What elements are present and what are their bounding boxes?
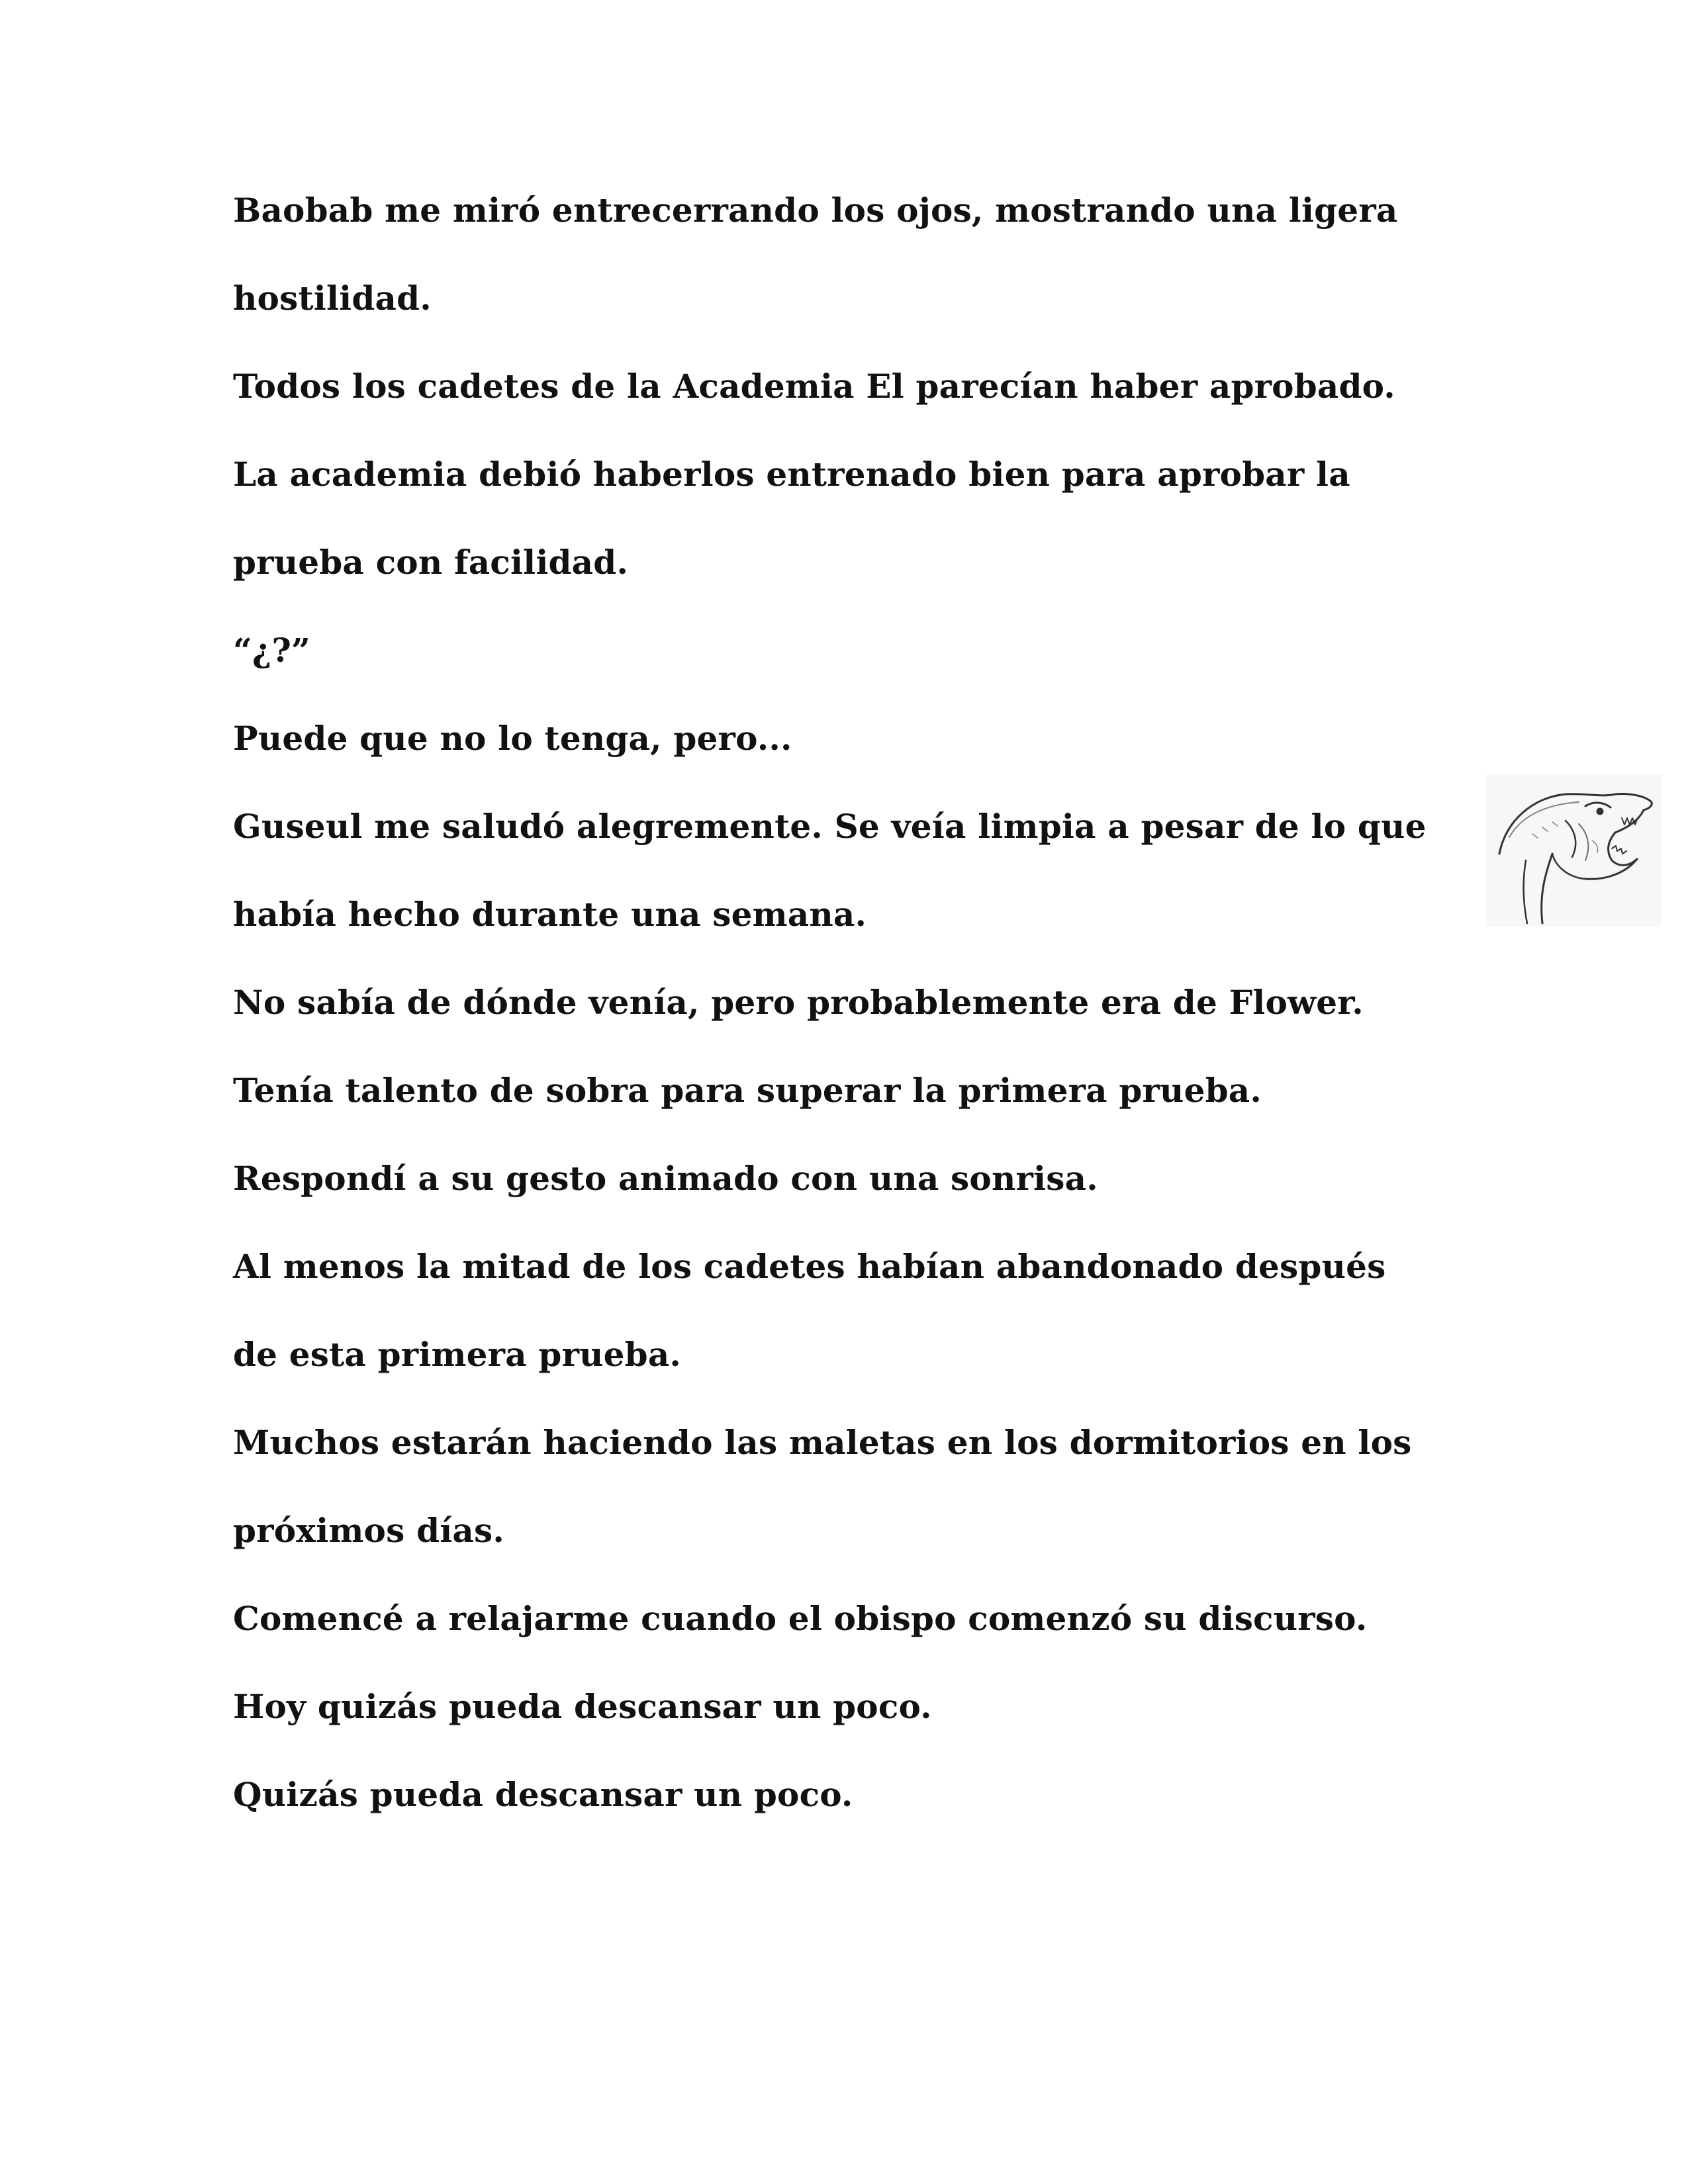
- text-line: Quizás pueda descansar un poco.: [233, 1775, 853, 1814]
- text-line: Guseul me saludó alegremente. Se veía limpia a pesar de lo que: [233, 807, 1427, 846]
- text-line: Tenía talento de sobra para superar la primera prueba.: [233, 1071, 1262, 1110]
- text-line: Respondí a su gesto animado con una sonrisa.: [233, 1159, 1098, 1198]
- text-line: Puede que no lo tenga, pero...: [233, 719, 792, 758]
- text-line: Baobab me miró entrecerrando los ojos, mostrando una ligera: [233, 191, 1398, 230]
- dinosaur-head-sketch-icon: [1486, 774, 1662, 927]
- text-line: había hecho durante una semana.: [233, 895, 867, 934]
- text-line: La academia debió haberlos entrenado bien para aprobar la: [233, 455, 1350, 494]
- text-line: Todos los cadetes de la Academia El parecían haber aprobado.: [233, 367, 1395, 406]
- text-line: “¿?”: [233, 631, 310, 670]
- text-line: próximos días.: [233, 1511, 504, 1550]
- text-line: Muchos estarán haciendo las maletas en los dormitorios en los: [233, 1423, 1412, 1462]
- text-line: Hoy quizás pueda descansar un poco.: [233, 1687, 932, 1726]
- text-line: prueba con facilidad.: [233, 543, 629, 582]
- text-line: Comencé a relajarme cuando el obispo comenzó su discurso.: [233, 1599, 1368, 1638]
- text-line: hostilidad.: [233, 279, 432, 318]
- text-line: de esta primera prueba.: [233, 1335, 682, 1374]
- body-text: [233, 191, 1491, 1863]
- text-line: No sabía de dónde venía, pero probablemente era de Flower.: [233, 983, 1364, 1022]
- text-line: Al menos la mitad de los cadetes habían abandonado después: [233, 1247, 1386, 1286]
